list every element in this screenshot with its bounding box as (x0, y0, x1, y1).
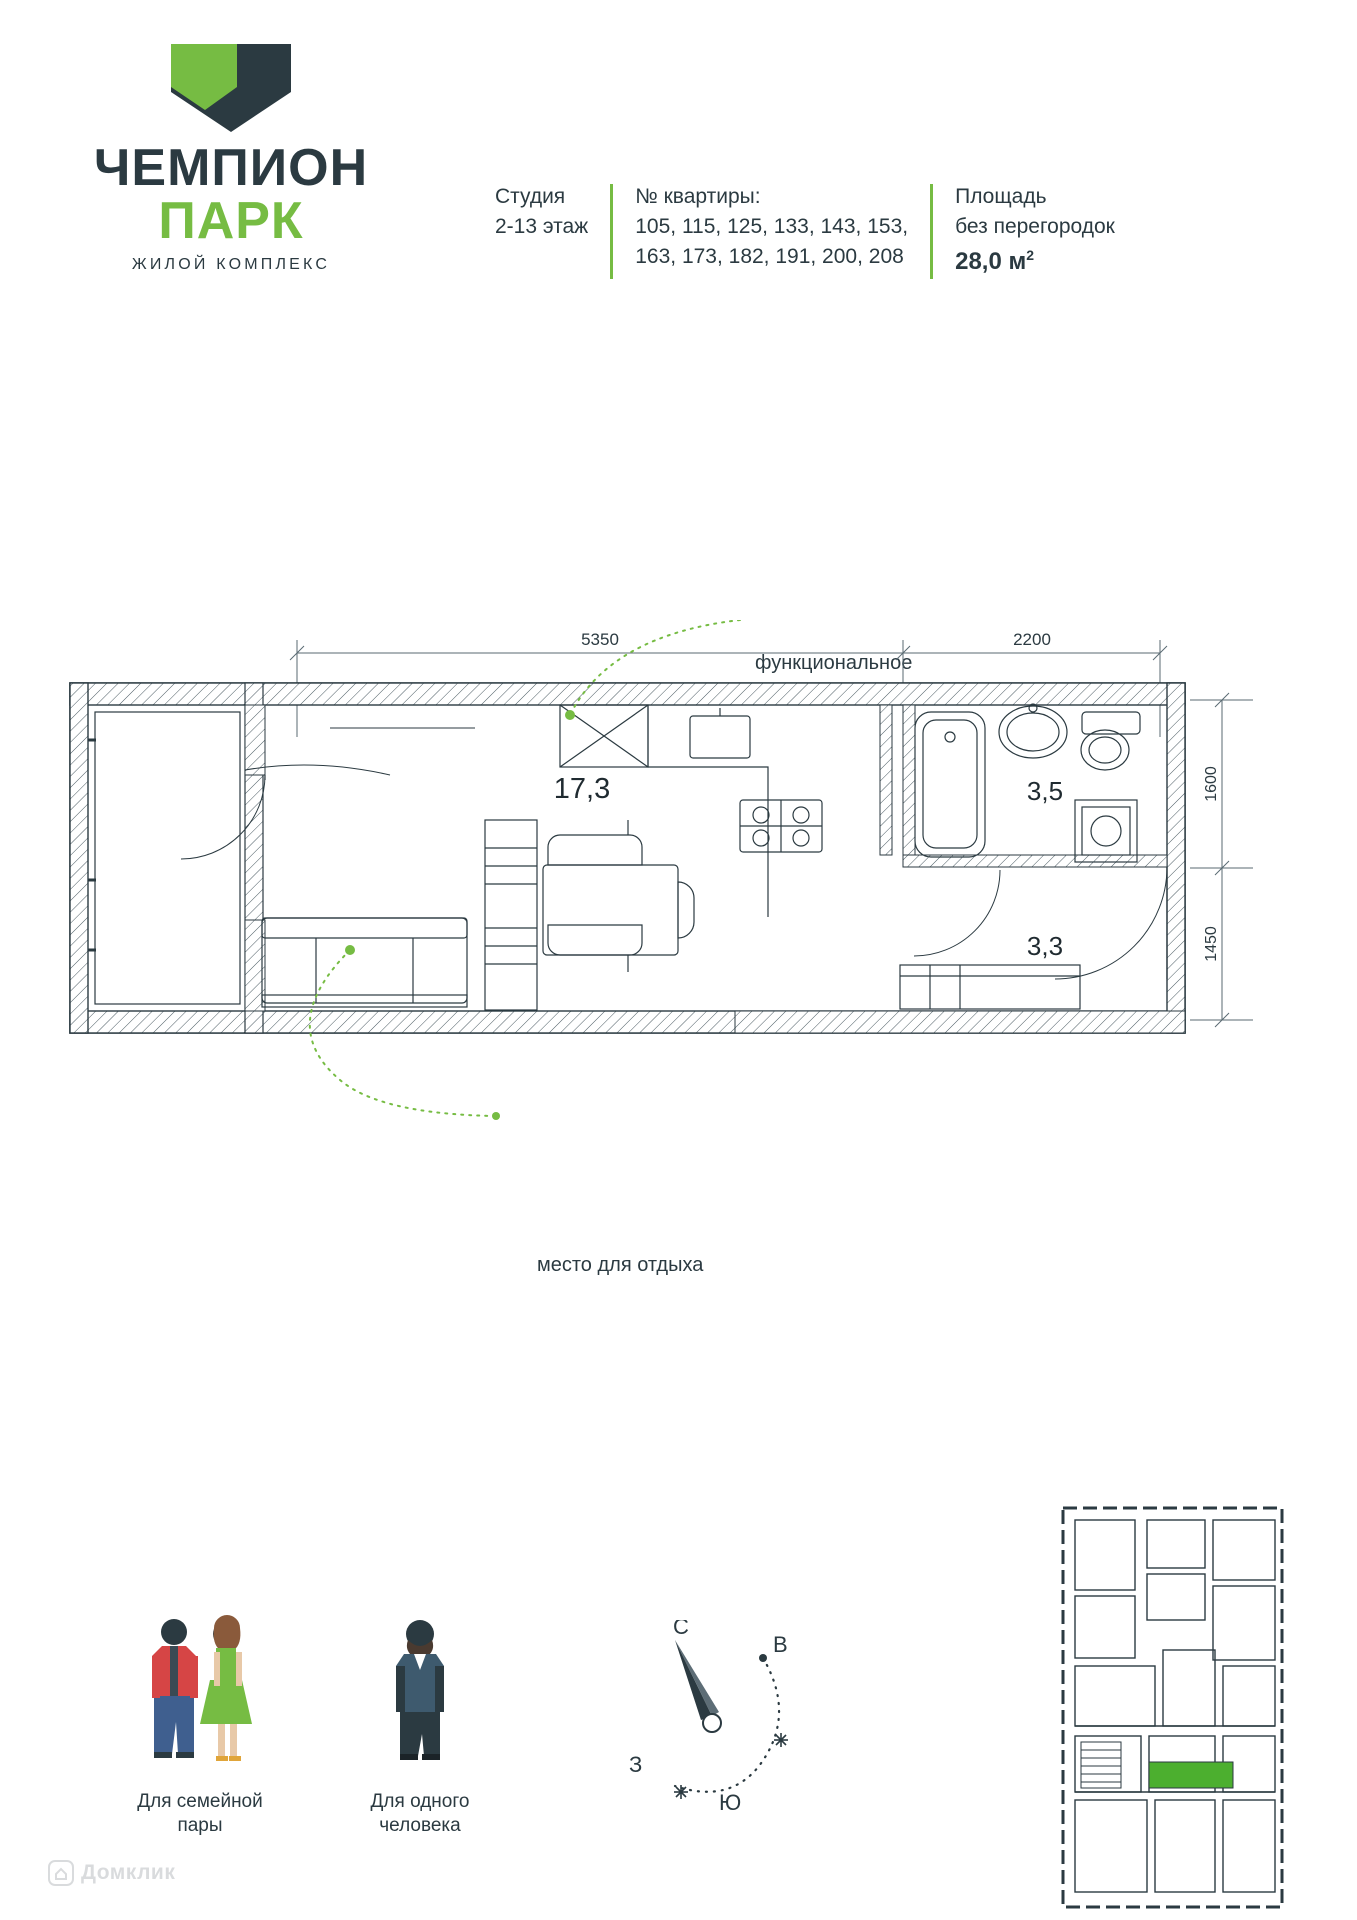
callout-zoning-line1: функциональное (755, 652, 913, 674)
callout-rest: место для отдыха (537, 1254, 704, 1276)
meta-type-line1: Студия (495, 185, 566, 208)
dimension-top-left: 5350 (581, 630, 619, 649)
meta-apartments-label: № квартиры: (635, 185, 761, 208)
room-area-living: 17,3 (553, 773, 611, 805)
walls (70, 683, 1185, 1033)
meta-type-line2: 2-13 этаж (495, 214, 589, 238)
meta-apartments-line1: 105, 115, 125, 133, 143, 153, (635, 214, 909, 238)
meta-apartments (613, 182, 930, 271)
brand-title-line1: ЧЕМПИОН (93, 139, 369, 197)
meta-area-value: 28,0 $м^2$ (955, 246, 1035, 275)
brand-logo (66, 40, 396, 274)
meta-area-unit-sup: 2 (1026, 246, 1035, 263)
persona-couple-caption-line2: пары (177, 1815, 223, 1837)
persona-single (320, 1610, 520, 1839)
brand-title (66, 139, 396, 251)
room-area-bathroom: 3,5 (1026, 776, 1064, 806)
persona-single-caption-line1: Для одного (370, 1790, 470, 1812)
compass-east-label: В (773, 1632, 788, 1657)
building-key-plan (1055, 1500, 1290, 1915)
room-area-hall: 3,3 (1026, 931, 1064, 961)
compass-south-label: Ю (719, 1790, 742, 1815)
meta-area (933, 182, 1137, 279)
dimension-right-lower: 1450 (1203, 926, 1220, 962)
compass (615, 1620, 815, 1830)
floor-plan (0, 620, 1357, 1340)
apartment-meta (495, 182, 1137, 279)
logo-shield-icon (167, 40, 295, 132)
footer (0, 1590, 1357, 1920)
brand-subtitle: ЖИЛОЙ КОМПЛЕКС (131, 256, 331, 274)
meta-type (495, 182, 610, 242)
persona-single-caption (320, 1790, 520, 1839)
domclick-logo-icon (48, 1860, 74, 1886)
compass-north-label: С (673, 1620, 689, 1639)
brand-title-line2: ПАРК (158, 192, 304, 251)
dimension-top-right: 2200 (1013, 630, 1051, 649)
persona-couple-caption (85, 1790, 315, 1839)
couple-icon (130, 1610, 270, 1770)
watermark-text: Домклик (81, 1861, 176, 1884)
single-person-icon (370, 1610, 470, 1770)
watermark (48, 1860, 175, 1886)
dimension-right-upper: 1600 (1203, 766, 1220, 802)
persona-single-caption-line2: человека (379, 1815, 461, 1837)
compass-west-label: З (629, 1752, 643, 1777)
meta-apartments-line2: 163, 173, 182, 191, 200, 208 (635, 244, 904, 268)
meta-area-label-line2: без перегородок (955, 214, 1115, 238)
meta-area-label-line1: Площадь (955, 185, 1047, 208)
highlighted-unit (1149, 1762, 1233, 1788)
persona-couple-caption-line1: Для семейной (137, 1790, 263, 1812)
header (0, 0, 1357, 360)
persona-couple (85, 1610, 315, 1839)
dimension-lines-right (1190, 693, 1253, 1027)
